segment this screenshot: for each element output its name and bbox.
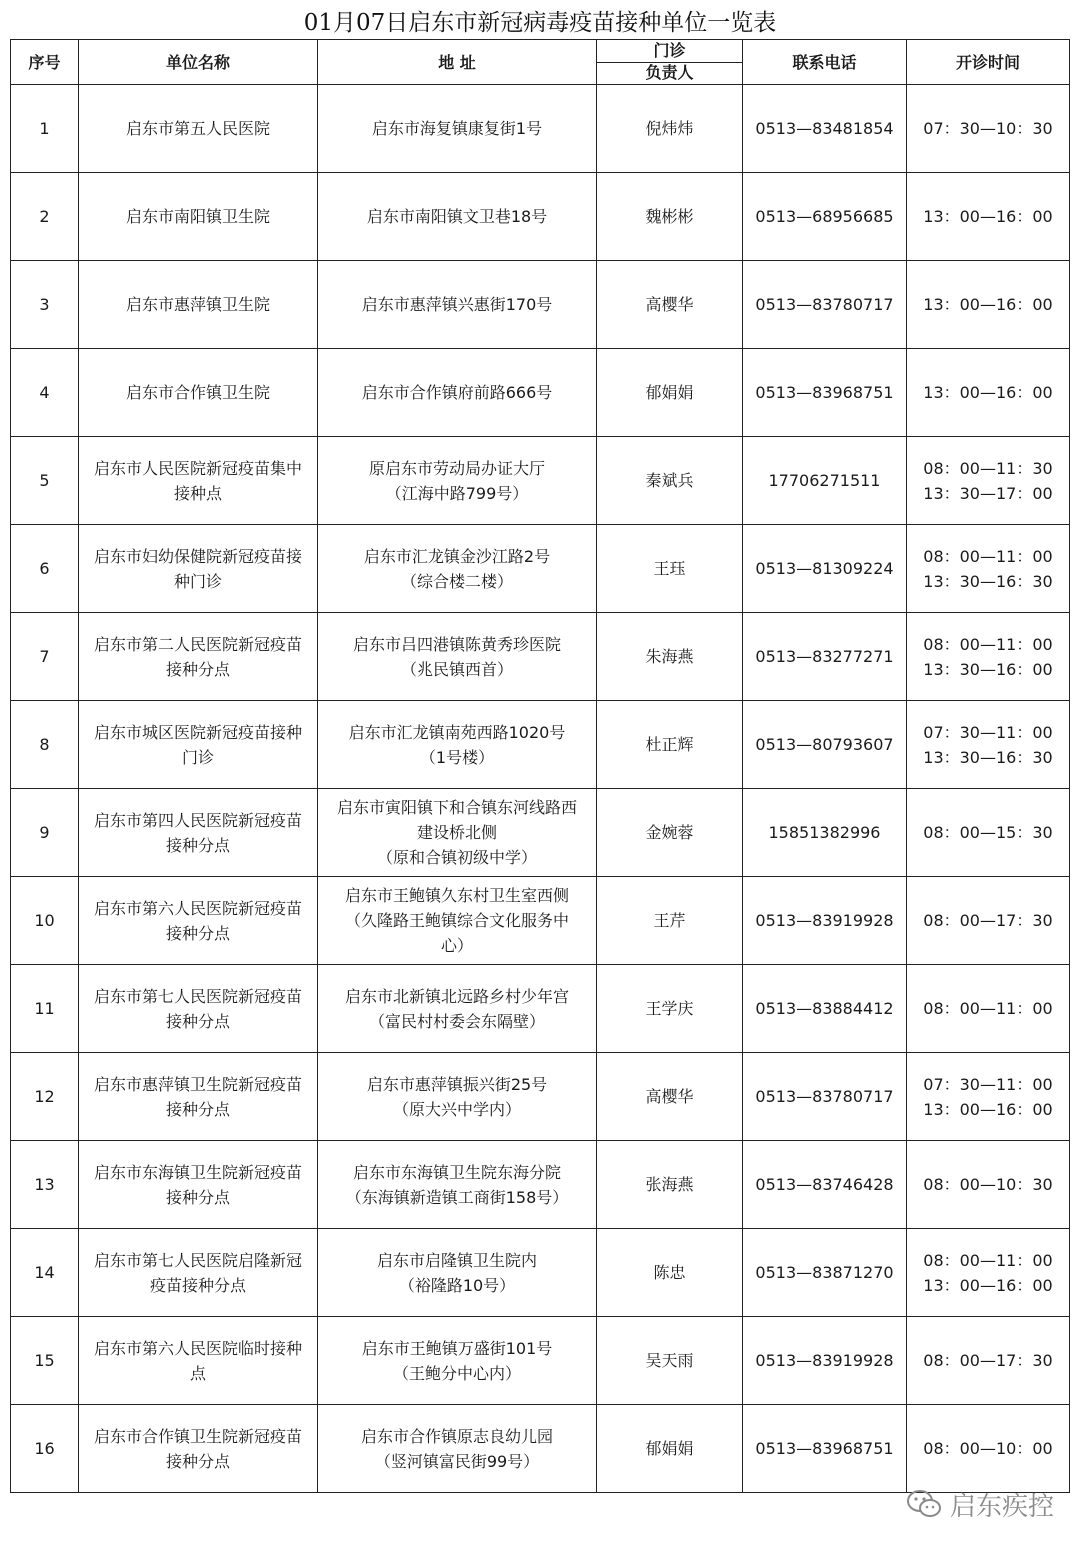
table-row [11,1141,1070,1229]
unit-name-line: 启东市城区医院新冠疫苗接种 [93,722,302,742]
address-line: （综合楼二楼） [400,571,513,591]
table-row [11,85,1070,173]
hours-cell [907,85,1070,173]
address-line: （东海镇新造镇工商街158号） [345,1187,569,1207]
unit-name-line: 启东市南阳镇卫生院 [125,207,270,226]
unit-name-line: 启东市妇幼保健院新冠疫苗接 [93,546,302,566]
phone-number: 0513—83780717 [743,261,907,349]
unit-name-line: 启东市第六人民医院新冠疫苗 [93,898,302,918]
address-line: 启东市北新镇北远路乡村少年宫 [344,986,569,1006]
address-cell [318,965,597,1053]
row-index: 4 [11,349,79,437]
unit-name-line: 启东市第四人民医院新冠疫苗 [93,810,302,830]
unit-name-line: 启东市第七人民医院新冠疫苗 [93,986,302,1006]
unit-name-line: 接种分点 [165,659,230,679]
vaccination-units-table [10,39,1070,1493]
hours-cell [907,1317,1070,1405]
table-row [11,1317,1070,1405]
unit-name-line: 启东市惠萍镇卫生院新冠疫苗 [93,1074,302,1094]
hours-line: 13：00—16：00 [923,383,1053,402]
hours-line: 13：30—16：30 [923,747,1053,767]
address-cell [318,1053,597,1141]
table-row [11,877,1070,965]
phone-number: 0513—83871270 [743,1229,907,1317]
address-line: （江海中路799号） [385,483,529,503]
hours-cell [907,1053,1070,1141]
unit-name-line: 启东市合作镇卫生院 [125,383,270,402]
unit-name-line: 接种分点 [165,1099,230,1119]
hours-cell [907,965,1070,1053]
hours-cell [907,613,1070,701]
address-cell [318,261,597,349]
hours-line: 07：30—10：30 [923,119,1053,138]
unit-name-cell [79,789,318,877]
table-row [11,701,1070,789]
address-line: （竖河镇富民街99号） [374,1451,540,1471]
table-row [11,173,1070,261]
header-address: 地 址 [318,40,597,85]
address-cell [318,1229,597,1317]
hours-cell [907,261,1070,349]
table-row [11,1405,1070,1493]
header-hours: 开诊时间 [907,40,1070,85]
unit-name-line: 启东市惠萍镇卫生院 [125,295,270,314]
hours-line: 13：30—16：30 [923,571,1053,591]
row-index: 16 [11,1405,79,1493]
address-line: 启东市王鲍镇久东村卫生室西侧 [344,886,569,905]
unit-name-cell [79,965,318,1053]
hours-line: 08：00—11：00 [923,546,1053,566]
unit-name-cell [79,1405,318,1493]
page-title: 01月07日启东市新冠病毒疫苗接种单位一览表 [303,10,777,36]
unit-name-line: 接种点 [173,483,222,503]
address-cell [318,85,597,173]
address-cell [318,349,597,437]
address-cell [318,1405,597,1493]
table-row [11,1229,1070,1317]
table-body [11,85,1070,1493]
unit-name-line: 接种分点 [165,923,230,943]
unit-name-cell [79,349,318,437]
hours-cell [907,173,1070,261]
address-line: 启东市南阳镇文卫巷18号 [366,207,548,226]
address-line: （1号楼） [419,747,495,767]
hours-cell [907,1229,1070,1317]
header-index: 序号 [11,40,79,85]
phone-number: 0513—80793607 [743,701,907,789]
address-cell [318,437,597,525]
phone-number: 0513—83884412 [743,965,907,1053]
phone-number: 0513—81309224 [743,525,907,613]
unit-name-line: 点 [189,1363,206,1383]
hours-cell [907,1141,1070,1229]
address-line: 原启东市劳动局办证大厅 [368,458,545,478]
address-line: 启东市寅阳镇下和合镇东河线路西 [336,798,577,817]
unit-name-line: 接种分点 [165,835,230,855]
hours-line: 13：00—16：00 [923,207,1053,226]
table-row [11,437,1070,525]
person-in-charge: 王芹 [597,877,743,965]
unit-name-cell [79,437,318,525]
table-row [11,965,1070,1053]
row-index: 7 [11,613,79,701]
hours-line: 13：00—16：00 [923,1275,1053,1295]
row-index: 5 [11,437,79,525]
address-line: （富民村村委会东隔壁） [368,1011,545,1031]
person-in-charge: 王学庆 [597,965,743,1053]
row-index: 6 [11,525,79,613]
phone-number: 0513—83481854 [743,85,907,173]
person-in-charge: 高樱华 [597,1053,743,1141]
address-line: 启东市启隆镇卫生院内 [376,1250,537,1270]
person-in-charge: 张海燕 [597,1141,743,1229]
unit-name-line: 接种分点 [165,1011,230,1031]
person-in-charge: 秦斌兵 [597,437,743,525]
address-line: 启东市汇龙镇南苑西路1020号 [348,722,566,742]
address-cell [318,789,597,877]
address-cell [318,1317,597,1405]
address-cell [318,613,597,701]
person-in-charge: 高樱华 [597,261,743,349]
unit-name-line: 启东市第七人民医院启隆新冠 [93,1250,302,1270]
table-row [11,789,1070,877]
unit-name-cell [79,1229,318,1317]
hours-line: 13：30—16：00 [923,659,1053,679]
unit-name-cell [79,1053,318,1141]
unit-name-cell [79,525,318,613]
hours-line: 08：00—17：30 [923,911,1053,930]
unit-name-line: 种门诊 [173,571,222,591]
address-line: 启东市惠萍镇振兴街25号 [366,1074,548,1094]
row-index: 10 [11,877,79,965]
row-index: 12 [11,1053,79,1141]
header-clinic: 门诊 [597,40,742,63]
hours-cell [907,877,1070,965]
phone-number: 0513—83919928 [743,877,907,965]
wechat-icon [906,1489,942,1519]
table-row [11,525,1070,613]
address-cell [318,877,597,965]
unit-name-cell [79,261,318,349]
address-line: 建设桥北侧 [416,823,497,842]
person-in-charge: 吴天雨 [597,1317,743,1405]
unit-name-line: 启东市人民医院新冠疫苗集中 [93,458,302,478]
hours-line: 08：00—11：00 [923,634,1053,654]
unit-name-cell [79,701,318,789]
table-row [11,1053,1070,1141]
header-unit-name: 单位名称 [79,40,318,85]
hours-line: 07：30—11：00 [923,722,1053,742]
address-line: 启东市合作镇原志良幼儿园 [360,1426,553,1446]
address-line: （王鲍分中心内） [392,1363,521,1383]
address-cell [318,701,597,789]
address-cell [318,525,597,613]
hours-cell [907,525,1070,613]
table-row [11,261,1070,349]
row-index: 14 [11,1229,79,1317]
header-phone: 联系电话 [743,40,907,85]
person-in-charge: 陈忠 [597,1229,743,1317]
phone-number: 15851382996 [743,789,907,877]
address-line: （原和合镇初级中学） [376,848,537,867]
address-line: 心） [440,936,473,955]
person-in-charge: 魏彬彬 [597,173,743,261]
person-in-charge: 朱海燕 [597,613,743,701]
person-in-charge: 王珏 [597,525,743,613]
hours-line: 07：30—11：00 [923,1074,1053,1094]
table-header-row [11,40,1070,85]
hours-line: 08：00—10：00 [923,1439,1053,1458]
hours-cell [907,789,1070,877]
address-line: 启东市汇龙镇金沙江路2号 [363,546,551,566]
unit-name-line: 启东市东海镇卫生院新冠疫苗 [93,1162,302,1182]
unit-name-cell [79,613,318,701]
unit-name-line: 接种分点 [165,1451,230,1471]
unit-name-line: 启东市合作镇卫生院新冠疫苗 [93,1426,302,1446]
phone-number: 0513—68956685 [743,173,907,261]
address-line: 启东市惠萍镇兴惠街170号 [361,295,553,314]
watermark-text: 启东疾控 [949,1491,1054,1522]
row-index: 8 [11,701,79,789]
unit-name-line: 门诊 [181,747,214,767]
row-index: 1 [11,85,79,173]
watermark [906,1484,1054,1524]
hours-line: 08：00—11：00 [923,1250,1053,1270]
hours-line: 13：30—17：00 [923,483,1053,503]
hours-line: 13：00—16：00 [923,1099,1053,1119]
header-clinic-person [597,40,743,85]
unit-name-line: 疫苗接种分点 [149,1275,246,1295]
person-in-charge: 郁娟娟 [597,349,743,437]
hours-cell [907,437,1070,525]
person-in-charge: 郁娟娟 [597,1405,743,1493]
row-index: 2 [11,173,79,261]
phone-number: 0513—83968751 [743,1405,907,1493]
hours-line: 13：00—16：00 [923,295,1053,314]
address-line: （久隆路王鲍镇综合文化服务中 [344,911,569,930]
phone-number: 0513—83746428 [743,1141,907,1229]
row-index: 11 [11,965,79,1053]
address-line: 启东市合作镇府前路666号 [361,383,553,402]
header-person: 负责人 [645,63,694,83]
person-in-charge: 倪炜炜 [597,85,743,173]
phone-number: 0513—83277271 [743,613,907,701]
hours-cell [907,349,1070,437]
unit-name-cell [79,173,318,261]
row-index: 9 [11,789,79,877]
address-line: 启东市王鲍镇万盛街101号 [361,1338,553,1358]
person-in-charge: 杜正辉 [597,701,743,789]
row-index: 3 [11,261,79,349]
hours-cell [907,1405,1070,1493]
unit-name-cell [79,1317,318,1405]
address-cell [318,173,597,261]
unit-name-cell [79,1141,318,1229]
hours-line: 08：00—15：30 [923,823,1053,842]
address-line: （裕隆路10号） [398,1275,516,1295]
address-cell [318,1141,597,1229]
address-line: 启东市吕四港镇陈黄秀珍医院 [352,634,561,654]
hours-line: 08：00—10：30 [923,1175,1053,1194]
unit-name-line: 接种分点 [165,1187,230,1207]
address-line: （原大兴中学内） [392,1099,521,1119]
row-index: 15 [11,1317,79,1405]
person-in-charge: 金婉蓉 [597,789,743,877]
unit-name-cell [79,877,318,965]
unit-name-line: 启东市第五人民医院 [125,119,270,138]
address-line: 启东市东海镇卫生院东海分院 [352,1162,561,1182]
address-line: （兆民镇西首） [400,659,513,679]
phone-number: 0513—83780717 [743,1053,907,1141]
unit-name-cell [79,85,318,173]
address-line: 启东市海复镇康复街1号 [371,119,543,138]
phone-number: 17706271511 [743,437,907,525]
table-row [11,349,1070,437]
row-index: 13 [11,1141,79,1229]
hours-cell [907,701,1070,789]
hours-line: 08：00—17：30 [923,1351,1053,1370]
hours-line: 08：00—11：30 [923,458,1053,478]
unit-name-line: 启东市第二人民医院新冠疫苗 [93,634,302,654]
phone-number: 0513—83968751 [743,349,907,437]
hours-line: 08：00—11：00 [923,999,1053,1018]
unit-name-line: 启东市第六人民医院临时接种 [93,1338,302,1358]
table-row [11,613,1070,701]
phone-number: 0513—83919928 [743,1317,907,1405]
